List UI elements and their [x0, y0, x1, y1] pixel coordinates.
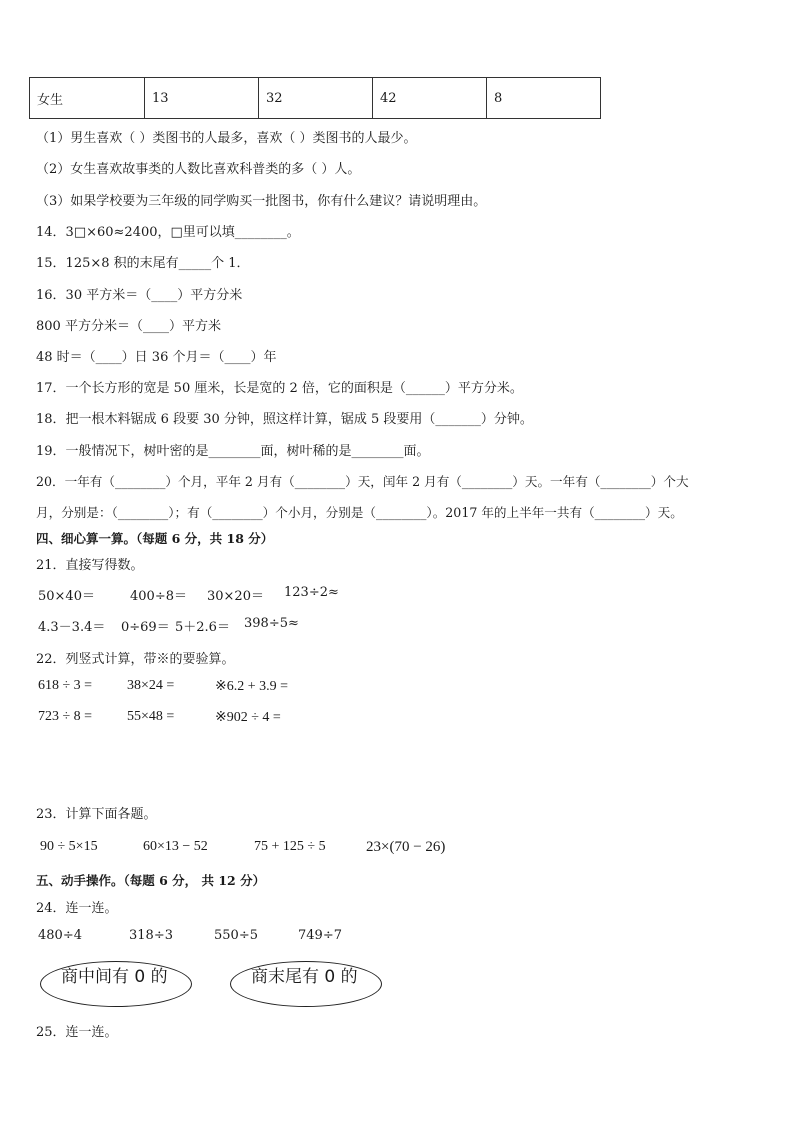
expression: 723 ÷ 8 = — [38, 709, 93, 724]
expression: 60×13 − 52 — [143, 839, 208, 854]
question-22: 22．列竖式计算，带※的要验算。 — [36, 652, 235, 667]
question-18: 18．把一根木料锯成 6 段要 30 分钟，照这样计算，锯成 5 段要用（_______）分钟。 — [36, 412, 533, 427]
expression: ※6.2 + 3.9 = — [215, 679, 289, 694]
question-19: 19．一般情况下，树叶密的是________面，树叶稀的是________面。 — [36, 444, 430, 459]
expression: 75 + 125 ÷ 5 — [254, 839, 326, 854]
question-17: 17．一个长方形的宽是 50 厘米，长是宽的 2 倍，它的面积是（______）平方分米。 — [36, 381, 523, 396]
question-13-3: （3）如果学校要为三年级的同学购买一批图书，你有什么建议？请说明理由。 — [36, 194, 487, 209]
expression: 318÷3 — [129, 928, 173, 943]
expression: 400÷8＝ — [130, 589, 187, 604]
expression: 38×24 = — [127, 678, 175, 693]
question-24: 24．连一连。 — [36, 901, 118, 916]
table-cell: 8 — [487, 78, 601, 119]
expression: 550÷5 — [214, 928, 258, 943]
expression: 123÷2≈ — [284, 585, 339, 600]
table-cell: 42 — [373, 78, 487, 119]
question-25: 25．连一连。 — [36, 1025, 118, 1040]
expression: ※902 ÷ 4 = — [215, 710, 281, 725]
question-20-a: 20．一年有（________）个月，平年 2 月有（________）天，闰年 2 月有（________）天。一年有（________）个大 — [36, 474, 689, 489]
question-15: 15．125×8 积的末尾有_____个 1． — [36, 256, 250, 271]
expression: 480÷4 — [38, 928, 82, 943]
table-row — [30, 78, 601, 119]
question-14: 14．3□×60≈2400，□里可以填________。 — [36, 225, 300, 240]
question-16-c: 48 时＝（____）日 36 个月＝（____）年 — [36, 350, 277, 365]
book-preference-table — [29, 77, 601, 119]
expression: 90 ÷ 5×15 — [40, 839, 98, 854]
expression: 50×40＝ — [38, 589, 95, 604]
table-cell: 32 — [259, 78, 373, 119]
expression: 55×48 = — [127, 709, 175, 724]
expression: 749÷7 — [298, 928, 342, 943]
expression: 0÷69＝ — [121, 620, 170, 635]
section-4-heading: 四、细心算一算。（每题 6 分，共 18 分） — [36, 531, 274, 546]
oval-zero-end-label: 商末尾有 0 的 — [251, 967, 358, 987]
expression: 398÷5≈ — [244, 616, 299, 631]
question-16-a: 16．30 平方米＝（____）平方分米 — [36, 288, 243, 303]
expression: 30×20＝ — [207, 589, 264, 604]
expression: 5＋2.6＝ — [175, 620, 230, 635]
table-cell: 13 — [145, 78, 259, 119]
expression: 4.3－3.4＝ — [38, 620, 106, 635]
question-20-b: 月，分别是：（________）；有（________）个小月，分别是（________）。2017 年的上半年一共有（________）天。 — [36, 505, 683, 520]
question-23: 23．计算下面各题。 — [36, 807, 157, 822]
oval-zero-middle-label: 商中间有 0 的 — [61, 967, 168, 987]
question-13-1: （1）男生喜欢（ ）类图书的人最多，喜欢（ ）类图书的人最少。 — [36, 131, 417, 146]
question-13-2: （2）女生喜欢故事类的人数比喜欢科普类的多（ ）人。 — [36, 162, 361, 177]
table-cell: 女生 — [30, 78, 145, 119]
question-16-b: 800 平方分米＝（____）平方米 — [36, 319, 221, 334]
question-21: 21．直接写得数。 — [36, 558, 144, 573]
section-5-heading: 五、动手操作。（每题 6 分， 共 12 分） — [36, 873, 266, 888]
expression: 618 ÷ 3 = — [38, 678, 93, 693]
expression: 23×(70 − 26) — [366, 839, 446, 855]
